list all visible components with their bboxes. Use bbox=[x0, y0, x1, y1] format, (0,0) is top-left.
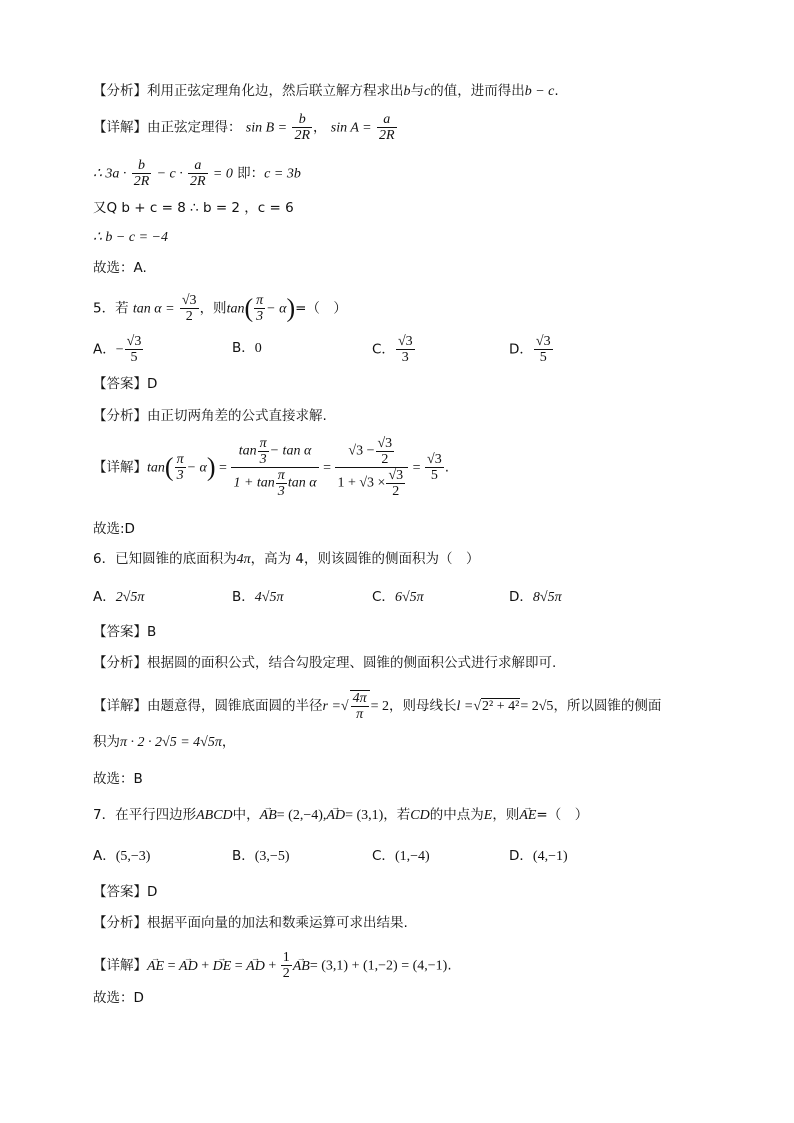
frac-pi-3 bbox=[175, 452, 186, 483]
q5-answer bbox=[93, 375, 157, 393]
sinB-eq: sin B = bbox=[245, 120, 288, 136]
analysis-text: 利用正弦定理角化边，然后联立解方程求出 bbox=[147, 83, 404, 99]
label: B． bbox=[232, 848, 255, 864]
den: 3 bbox=[256, 309, 264, 324]
e: E bbox=[483, 808, 493, 823]
result: = (3,1) + (1,−2) = (4,−1) bbox=[309, 958, 448, 974]
tag: 【分析】 bbox=[93, 408, 147, 424]
tag: 【详解】 bbox=[93, 459, 147, 476]
expr: π · 2 · 2√5 = 4√5π bbox=[120, 735, 222, 750]
t2: tan α bbox=[287, 475, 317, 491]
num: √3 bbox=[397, 334, 413, 349]
ad-val: = (3,1) bbox=[345, 808, 384, 823]
t: 积为 bbox=[93, 734, 120, 750]
d: 3 bbox=[277, 484, 285, 499]
t: 6．已知圆锥的底面积为 bbox=[93, 551, 237, 567]
text: ，则 bbox=[199, 300, 227, 317]
detail-text: 由正弦定理得： bbox=[147, 119, 242, 136]
therefore-expr: ∴ 3a · bbox=[93, 166, 127, 182]
therefore-line bbox=[93, 158, 301, 189]
frac-a-2R bbox=[188, 158, 208, 189]
comma: ， bbox=[221, 734, 236, 750]
den bbox=[231, 468, 318, 499]
value: 2√5π bbox=[115, 590, 145, 605]
rparen: ) bbox=[206, 452, 216, 482]
q6-option-a[interactable] bbox=[93, 588, 144, 607]
den bbox=[335, 468, 408, 499]
den: 2 bbox=[185, 309, 193, 324]
cd: CD bbox=[410, 808, 430, 823]
c-eq-3b: c = 3b bbox=[264, 166, 301, 182]
t4: 的中点为 bbox=[429, 807, 484, 823]
tail: =（ ） bbox=[536, 807, 589, 823]
t: 1 + √3 × bbox=[337, 475, 386, 491]
frac bbox=[396, 334, 415, 365]
t3: ，所以圆锥的侧面 bbox=[553, 698, 662, 714]
num: √3 bbox=[126, 334, 142, 349]
frac bbox=[534, 334, 553, 365]
frac bbox=[350, 690, 370, 722]
eq: = bbox=[231, 958, 247, 974]
num: √3 bbox=[535, 334, 551, 349]
q7-analysis bbox=[93, 914, 408, 932]
d: 2 bbox=[392, 484, 400, 499]
f bbox=[386, 468, 405, 499]
sign: − bbox=[115, 342, 124, 358]
q7-stem bbox=[93, 806, 588, 825]
q5-option-d[interactable] bbox=[509, 334, 554, 365]
tail: =（ ） bbox=[295, 300, 347, 317]
value: (4,−1) bbox=[532, 849, 568, 864]
expr-b-minus-c: b − c bbox=[524, 84, 555, 99]
vec-ae: → AE bbox=[147, 958, 164, 976]
value: (1,−4) bbox=[394, 849, 430, 864]
period: . bbox=[444, 459, 450, 476]
label: C． bbox=[372, 848, 395, 864]
q6-analysis bbox=[93, 654, 556, 672]
text: 故选：D bbox=[93, 990, 144, 1006]
analysis-tag: 【分析】 bbox=[93, 83, 147, 99]
tan-difference-fraction bbox=[231, 436, 318, 499]
abcd: ABCD bbox=[196, 808, 233, 823]
den: 2R bbox=[190, 174, 206, 189]
analysis-line bbox=[93, 82, 559, 101]
num: π bbox=[256, 293, 264, 308]
q7-detail bbox=[93, 950, 452, 981]
num: √3 bbox=[181, 293, 197, 308]
t2: ，则母线长 bbox=[389, 698, 457, 714]
label: B． bbox=[232, 340, 255, 356]
n: √3 bbox=[388, 468, 404, 483]
text: 根据平面向量的加法和数乘运算可求出结果. bbox=[147, 915, 408, 931]
var-b: b bbox=[403, 84, 411, 99]
num bbox=[231, 436, 318, 468]
q5-option-c[interactable] bbox=[372, 334, 416, 365]
den: 5 bbox=[130, 350, 138, 365]
value: 6√5π bbox=[394, 590, 424, 605]
t: 1 + tan bbox=[233, 475, 275, 491]
t: √3 − bbox=[348, 443, 375, 459]
q5-num: 5．若 bbox=[93, 300, 129, 317]
label: C． bbox=[372, 341, 395, 358]
eq-zero: = 0 bbox=[212, 166, 233, 182]
detail-sine-law bbox=[93, 112, 398, 143]
ab-val: = (2,−4), bbox=[276, 808, 327, 823]
q5-option-b[interactable] bbox=[232, 339, 262, 358]
value: 0 bbox=[254, 341, 262, 356]
num: 1 bbox=[282, 950, 290, 965]
text: 根据圆的面积公式，结合勾股定理、圆锥的侧面积公式进行求解即可. bbox=[147, 655, 557, 671]
q6-option-d[interactable] bbox=[509, 588, 562, 607]
q5-choice bbox=[93, 520, 135, 538]
period: . bbox=[447, 957, 452, 974]
choice-line bbox=[93, 259, 147, 277]
q7-option-b[interactable] bbox=[232, 847, 290, 866]
frac-sqrt3-2 bbox=[180, 293, 199, 324]
tag: 【详解】 bbox=[93, 957, 147, 974]
eq: = bbox=[164, 958, 180, 974]
label: B． bbox=[232, 589, 255, 605]
q5-detail bbox=[93, 436, 449, 499]
eq: = bbox=[409, 460, 425, 476]
frac bbox=[125, 334, 144, 365]
text: 由正切两角差的公式直接求解. bbox=[147, 408, 327, 424]
text: 故选：A. bbox=[93, 260, 147, 276]
analysis-text-2: 的值，进而得出 bbox=[430, 83, 525, 99]
q7-answer bbox=[93, 883, 157, 901]
eq: = bbox=[319, 460, 335, 476]
label: D． bbox=[509, 589, 533, 605]
minus-alpha: − α bbox=[186, 460, 207, 476]
b-minus-c-line bbox=[93, 228, 168, 247]
den: π bbox=[356, 707, 364, 722]
tag: 【分析】 bbox=[93, 915, 147, 931]
q7-option-c[interactable] bbox=[372, 847, 430, 866]
n: π bbox=[259, 436, 267, 451]
plus: + bbox=[197, 958, 213, 974]
frac-b-2R bbox=[132, 158, 152, 189]
sinA-eq: sin A = bbox=[330, 120, 372, 136]
period: . bbox=[554, 83, 559, 99]
den: 2 bbox=[282, 966, 290, 981]
frac-b-2R bbox=[292, 112, 312, 143]
minus-alpha: − α bbox=[266, 301, 287, 317]
d: 3 bbox=[259, 452, 267, 467]
b-plus-c-line bbox=[93, 199, 294, 217]
tag: 【分析】 bbox=[93, 655, 147, 671]
q7-option-a[interactable] bbox=[93, 847, 150, 866]
q6-detail bbox=[93, 690, 661, 722]
text: 【答案】D bbox=[93, 376, 158, 392]
vec-ad: → AD bbox=[179, 958, 198, 976]
n: √3 bbox=[377, 436, 393, 451]
f bbox=[258, 436, 269, 467]
num: √3 bbox=[427, 452, 442, 467]
frac-a-2R bbox=[377, 112, 397, 143]
den: 2R bbox=[378, 128, 395, 143]
q7-option-d[interactable] bbox=[509, 847, 568, 866]
t3: ，若 bbox=[383, 807, 411, 823]
text: 又Q b + c = 8 ∴ b = 2 ，c = 6 bbox=[93, 200, 294, 216]
f bbox=[376, 436, 395, 467]
den: 2R bbox=[133, 174, 150, 189]
t2: 中， bbox=[232, 807, 260, 823]
lparen: ( bbox=[244, 293, 254, 323]
q6-answer bbox=[93, 623, 156, 641]
vec-ab: → AB bbox=[260, 807, 277, 825]
minus-c: − c · bbox=[156, 166, 183, 182]
text-and: 与 bbox=[410, 83, 424, 99]
q5-stem bbox=[93, 293, 347, 324]
num: a bbox=[188, 158, 208, 174]
tag: 【详解】 bbox=[93, 698, 147, 714]
den: 3 bbox=[401, 350, 409, 365]
r: r = bbox=[322, 699, 341, 714]
var-c: c bbox=[424, 84, 431, 99]
t2: ，高为 4，则该圆锥的侧面积为（ ） bbox=[250, 551, 480, 567]
num bbox=[335, 436, 408, 468]
d: 2 bbox=[381, 452, 389, 467]
result bbox=[425, 452, 444, 483]
radical: √ bbox=[340, 699, 349, 714]
f bbox=[276, 468, 287, 499]
den: 5 bbox=[539, 350, 547, 365]
text: ∴ b − c = −4 bbox=[93, 230, 168, 245]
lparen: ( bbox=[164, 452, 174, 482]
t2: − tan α bbox=[269, 443, 312, 459]
eq2: = 2 bbox=[370, 699, 390, 714]
den: 3 bbox=[176, 468, 184, 483]
q6-stem bbox=[93, 550, 480, 569]
den: 5 bbox=[430, 468, 438, 483]
text: 【答案】D bbox=[93, 884, 158, 900]
vec-ae: → AE bbox=[519, 807, 536, 825]
eq: = bbox=[215, 460, 231, 476]
q6-choice bbox=[93, 770, 143, 788]
radical: √ bbox=[473, 699, 482, 714]
detail-tag: 【详解】 bbox=[93, 119, 147, 136]
q5-option-a[interactable] bbox=[93, 334, 144, 365]
label: D． bbox=[509, 848, 533, 864]
vec-ab: → AB bbox=[293, 958, 310, 976]
value: (5,−3) bbox=[115, 849, 151, 864]
t: tan bbox=[238, 443, 257, 459]
half bbox=[281, 950, 292, 981]
num: 4π bbox=[352, 691, 367, 706]
numeric-fraction bbox=[335, 436, 408, 499]
t: 由题意得，圆锥底面圆的半径 bbox=[147, 698, 323, 714]
t5: ，则 bbox=[492, 807, 520, 823]
text: 故选：B bbox=[93, 771, 143, 787]
label: A． bbox=[93, 848, 116, 864]
under: 2² + 4² bbox=[482, 699, 520, 714]
text: 故选:D bbox=[93, 521, 135, 537]
ji-text: 即： bbox=[237, 165, 265, 182]
label: A． bbox=[93, 341, 116, 358]
q5-analysis bbox=[93, 407, 327, 425]
q6-option-b[interactable] bbox=[232, 588, 283, 607]
area: 4π bbox=[236, 552, 251, 567]
num: π bbox=[176, 452, 184, 467]
plus: + bbox=[264, 958, 280, 974]
q6-option-c[interactable] bbox=[372, 588, 424, 607]
num: a bbox=[377, 112, 397, 128]
tan: tan bbox=[226, 301, 245, 317]
value: (3,−5) bbox=[254, 849, 290, 864]
comma: ， bbox=[313, 119, 327, 136]
vec-ad: → AD bbox=[246, 958, 265, 976]
frac-pi-3 bbox=[254, 293, 265, 324]
num: b bbox=[292, 112, 312, 128]
l: l = bbox=[456, 699, 474, 714]
label: C． bbox=[372, 589, 395, 605]
t: 7．在平行四边形 bbox=[93, 807, 197, 823]
value: 8√5π bbox=[532, 590, 562, 605]
rparen: ) bbox=[286, 293, 296, 323]
text: 【答案】B bbox=[93, 624, 157, 640]
q6-detail-2 bbox=[93, 733, 235, 752]
tan: tan bbox=[147, 460, 165, 476]
label: A． bbox=[93, 589, 116, 605]
vec-de: → DE bbox=[213, 958, 232, 976]
den: 2R bbox=[294, 128, 310, 143]
n: π bbox=[277, 468, 285, 483]
vec-ad: → AD bbox=[326, 807, 345, 825]
value: 4√5π bbox=[254, 590, 284, 605]
label: D． bbox=[509, 341, 533, 358]
num: b bbox=[132, 158, 152, 174]
eq: = 2√5 bbox=[520, 699, 554, 714]
tan-alpha: tan α = bbox=[132, 301, 175, 317]
q7-choice bbox=[93, 989, 144, 1007]
